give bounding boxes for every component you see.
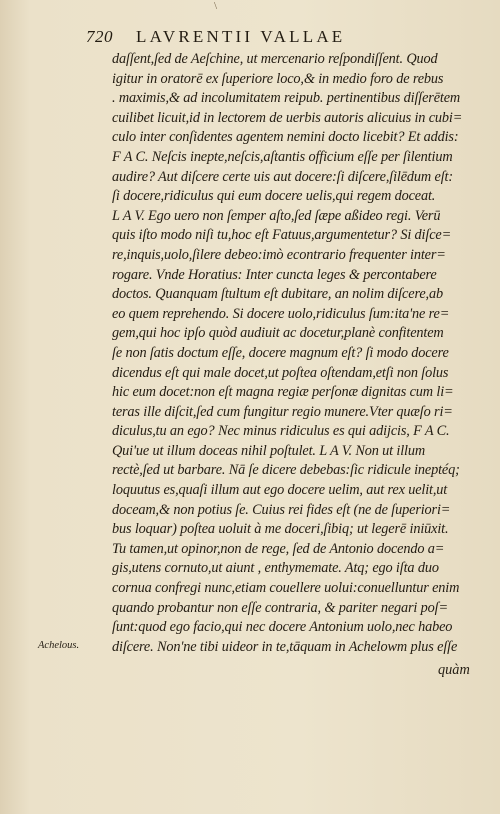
text-line: ſe non ſatis doctum eſſe, docere magnum eſt? ſi modo docere [112, 344, 449, 361]
text-line: igitur in oratorē ex ſuperiore loco,& in medio foro de rebus [112, 70, 444, 87]
text-line: doctos. Quanquam ſtultum eſt dubitare, an nolim diſcere,ab [112, 286, 443, 303]
text-line: . maximis,& ad incolumitatem reipub. pertinentibus diſſerētem [112, 90, 461, 107]
page-number: 720 [86, 27, 113, 46]
text-line: gem,qui hoc ipſo quòd audiuit ac docetur,planè confitentem [112, 325, 444, 342]
text-line: rectè,ſed ut barbare. Nā ſe dicere debebas:ſic ridicule ineptéq; [112, 462, 460, 479]
text-line: dicendus eſt qui male docet,ut poſtea oſtendam,etſi non ſolus [112, 364, 449, 381]
margin-note: Achelous. [38, 640, 80, 651]
text-line: teras ille diſcit,ſed cum fungitur regio munere.Vter quæſo ri= [112, 403, 453, 420]
text-line: daſſent,ſed de Aeſchine, ut mercenario reſpondiſſent. Quod [112, 51, 438, 67]
text-line: ſunt:quod ego facio,qui nec docere Antonium uolo,nec habeo [112, 619, 453, 636]
text-line: quis iſto modo niſi tu,hoc eſt Fatuus,argumentetur? Si diſce= [112, 227, 452, 244]
text-line: L A V. Ego uero non ſemper aſto,ſed ſæpe aßideo regi. Verū [112, 207, 441, 224]
text-line: audire? Aut diſcere certe uis aut docere:ſi diſcere,ſilēdum eſt: [112, 168, 453, 185]
text-line: hic eum docet:non eſt magna regiæ perſonæ dignitas cum li= [112, 384, 454, 401]
gutter-mark: \ [214, 0, 218, 12]
text-line: quando probantur non eſſe contraria, & pariter negari poſ= [112, 599, 448, 616]
text-line: Tu tamen,ut opinor,non de rege, ſed de Antonio docendo a= [112, 540, 445, 557]
text-line: eo quem reprehendo. Si docere uolo,ridiculus ſum:ita'ne re= [112, 305, 450, 322]
text-line: doceam,& non potius ſe. Cuius rei fides eſt (ne de ſuperiori= [112, 501, 451, 518]
text-line: cuilibet licuit,id in lectorem de uerbis autoris alicuius in cubi= [112, 109, 463, 126]
text-line: F A C. Neſcis inepte,neſcis,aſtantis officium eſſe per ſilentium [112, 148, 453, 165]
running-head [86, 27, 486, 49]
catchword: quàm [438, 662, 470, 678]
text-line: rogare. Vnde Horatius: Inter cuncta leges & percontabere [112, 266, 437, 283]
text-line: ſi docere,ridiculus qui eum docere uelis,qui regem doceat. [112, 188, 436, 205]
text-line: diſcere. Non'ne tibi uideor in te,tāquam in Achelowm plus eſſe [112, 638, 458, 655]
text-block [112, 50, 486, 657]
text-line: gis,utens cornuto,ut aiunt , enthymemate. Atq; ego iſta duo [112, 560, 439, 577]
text-line: re,inquis,uolo,ſilere debeo:imò econtrario frequenter inter= [112, 246, 446, 263]
text-line: bus loquar) poſtea uoluit à me doceri,ſibiq; ut legerē iniūxit. [112, 521, 449, 538]
text-line: cornua confregi nunc,etiam couellere uolui:conuelluntur enim [112, 580, 460, 597]
text-line: loquutus es,quaſi illum aut ego docere uelim, aut rex uelit,ut [112, 482, 448, 499]
text-line: diculus,tu an ego? Nec minus ridiculus es qui adijcis, F A C. [112, 423, 450, 440]
text-line: culo inter conſidentes agentem nemini docto licebit? Et addis: [112, 129, 459, 146]
text-line: Qui'ue ut illum doceas nihil poſtulet. L A V. Non ut illum [112, 442, 426, 459]
running-title: LAVRENTII VALLAE [136, 27, 346, 46]
